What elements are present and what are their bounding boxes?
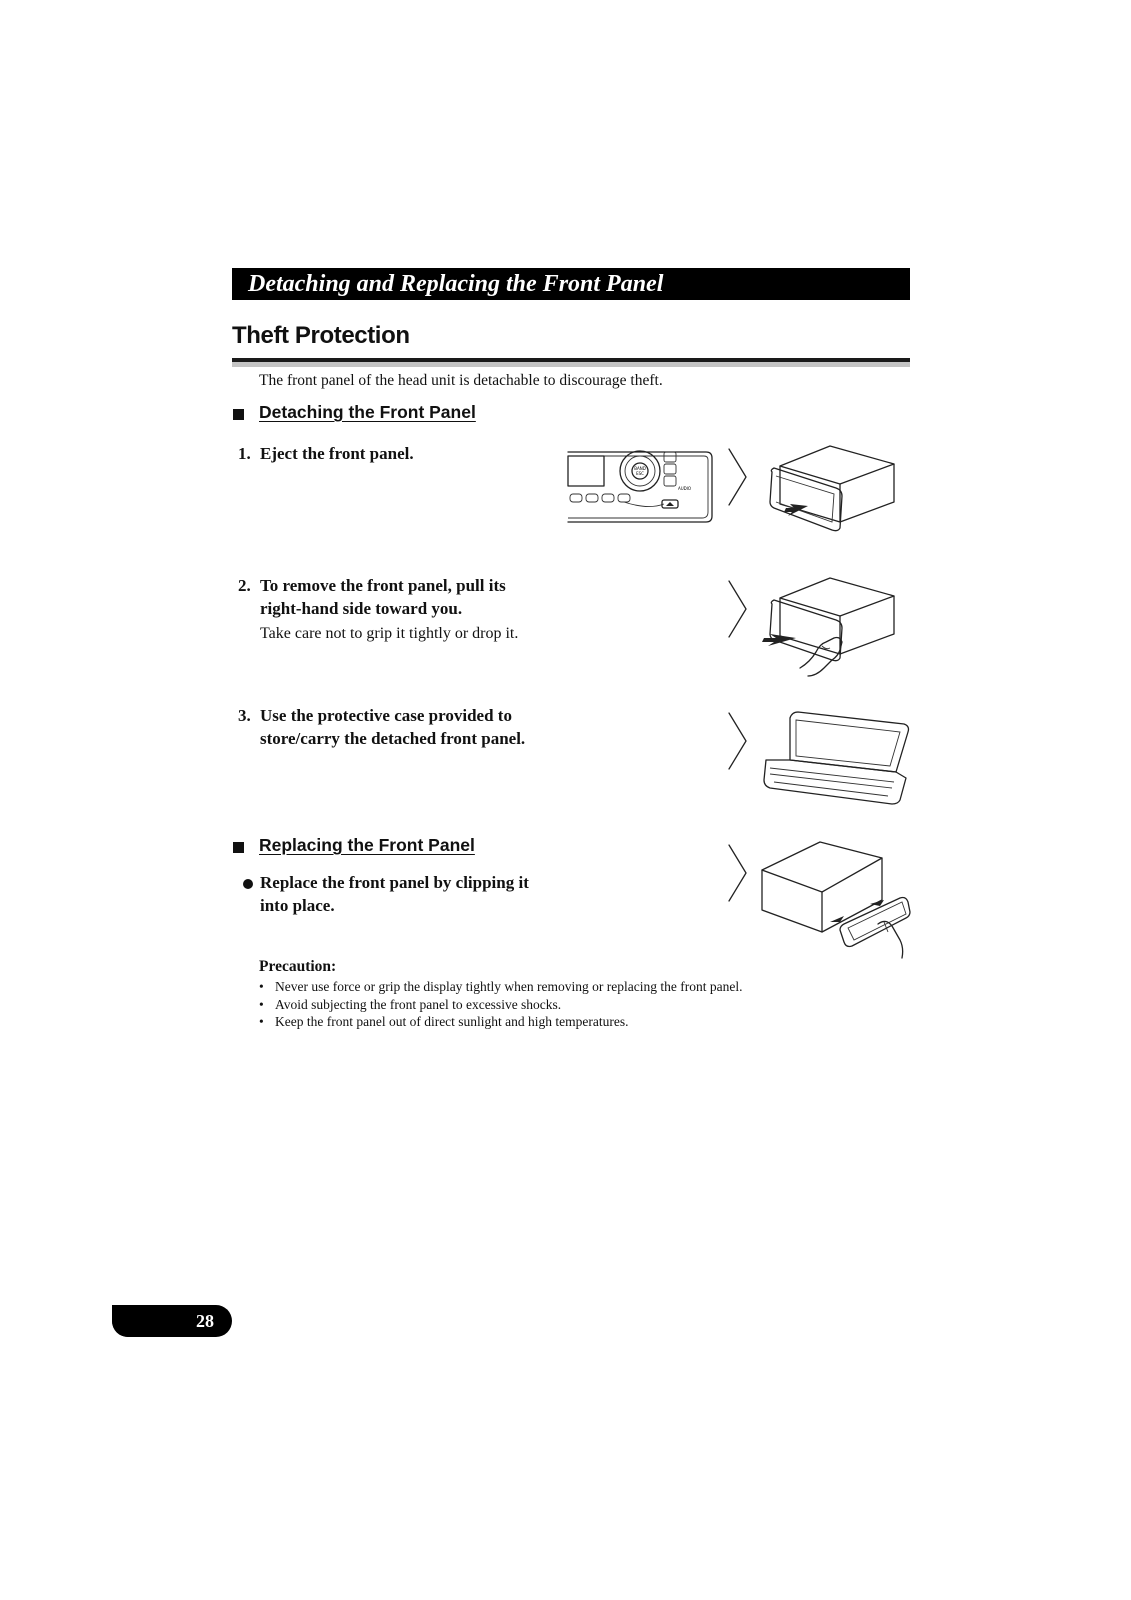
precaution-heading: Precaution: [259, 958, 337, 975]
square-bullet-icon [233, 842, 244, 853]
section-rule-shadow [232, 362, 910, 367]
square-bullet-icon [233, 409, 244, 420]
svg-text:AUDIO: AUDIO [678, 486, 692, 491]
step-text: right-hand side toward you. [260, 599, 463, 618]
step-text: Use the protective case provided to [260, 706, 512, 725]
list-item: • Never use force or grip the display tightly when removing or replacing the front panel. [259, 979, 743, 994]
precaution-list [259, 978, 742, 1031]
bullet-dot-icon [243, 879, 253, 889]
sequence-arrow-icon [728, 712, 748, 770]
page-number-badge [112, 1305, 232, 1337]
bullet-text: into place. [260, 896, 335, 915]
list-item: • Keep the front panel out of direct sunlight and high temperatures. [259, 1014, 629, 1029]
step-text: store/carry the detached front panel. [260, 729, 526, 748]
bullet-text: Replace the front panel by clipping it [260, 873, 529, 892]
unit-panel-tilt-illustration [770, 446, 900, 536]
step-text: Eject the front panel. [260, 444, 414, 463]
section-intro: The front panel of the head unit is detachable to discourage theft. [259, 372, 663, 389]
sequence-arrow-icon [728, 844, 748, 902]
hand-remove-panel-illustration [760, 576, 900, 678]
detaching-heading: Detaching the Front Panel [259, 402, 476, 422]
list-item: • Avoid subjecting the front panel to excessive shocks. [259, 996, 562, 1012]
chapter-header-bar [232, 268, 910, 300]
protective-case-illustration [760, 708, 910, 808]
step-note: Take care not to grip it tightly or drop it. [260, 625, 519, 642]
step-number: 2. [238, 576, 251, 595]
sequence-arrow-icon [728, 580, 748, 638]
step-number: 3. [238, 706, 251, 725]
replace-panel-illustration [760, 840, 910, 958]
chapter-title: Detaching and Replacing the Front Panel [248, 271, 664, 297]
sequence-arrow-icon [728, 448, 748, 506]
section-title: Theft Protection [232, 322, 410, 349]
svg-text:BAND: BAND [634, 466, 646, 471]
svg-text:ESC: ESC [636, 471, 644, 476]
replacing-heading: Replacing the Front Panel [259, 835, 475, 855]
page-number: 28 [196, 1311, 214, 1331]
step-text: To remove the front panel, pull its [260, 576, 506, 595]
head-unit-eject-illustration [568, 452, 714, 524]
step-number: 1. [238, 444, 251, 463]
